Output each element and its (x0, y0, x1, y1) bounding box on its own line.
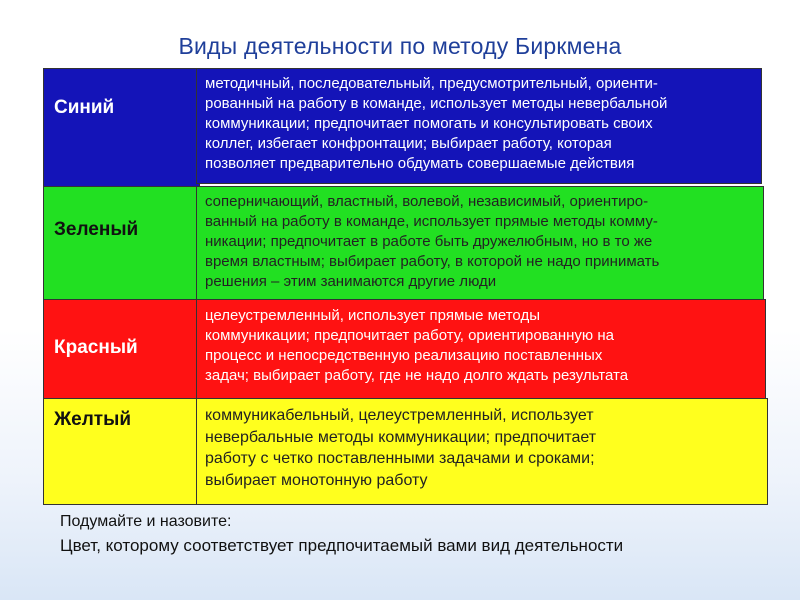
description-line: коммуникации; предпочитает помогать и консультировать своих (205, 115, 653, 132)
description-line: коммуникабельный, целеустремленный, использует (205, 407, 594, 424)
description-line: целеустремленный, использует прямые методы (205, 307, 540, 324)
description-line: рованный на работу в команде, использует методы невербальной (205, 95, 668, 112)
description-red (196, 299, 766, 399)
description-line: позволяет предварительно обдумать совершаемые действия (205, 155, 635, 172)
description-line: коммуникации; предпочитает работу, ориентированную на (205, 327, 614, 344)
description-line: процесс и непосредственную реализацию поставленных (205, 347, 603, 364)
color-label-blue: Синий (43, 68, 200, 188)
description-line: время властным; выбирает работу, в которой не надо принимать (205, 253, 660, 270)
description-line: коллег, избегает конфронтации; выбирает работу, которая (205, 135, 612, 152)
description-green (196, 186, 764, 301)
description-line: выбирает монотонную работу (205, 471, 428, 489)
color-label-yellow: Желтый (43, 398, 200, 505)
footer-line-1: Подумайте и назовите: (60, 513, 232, 530)
color-label-red: Красный (43, 299, 200, 399)
description-line: методичный, последовательный, предусмотрительный, ориенти- (205, 75, 658, 92)
description-line: работу с четко поставленными задачами и сроками; (205, 450, 595, 467)
description-line: задач; выбирает работу, где не надо долго ждать результата (205, 367, 629, 384)
description-line: никации; предпочитает в работе быть дружелюбным, но в то же (205, 233, 653, 250)
page-title: Виды деятельности по методу Биркмена (178, 33, 622, 59)
color-label-green: Зеленый (43, 186, 200, 301)
footer-prompt (60, 510, 623, 558)
footer-line-2: Цвет, которому соответствует предпочитаемый вами вид деятельности (60, 536, 624, 555)
description-yellow (196, 398, 768, 505)
description-line: решения – этим занимаются другие люди (205, 273, 497, 290)
description-blue (196, 68, 762, 184)
description-line: невербальные методы коммуникации; предпочитает (205, 428, 597, 446)
description-line: ванный на работу в команде, использует прямые методы комму- (205, 213, 658, 230)
description-line: соперничающий, властный, волевой, независимый, ориентиро- (205, 193, 649, 210)
